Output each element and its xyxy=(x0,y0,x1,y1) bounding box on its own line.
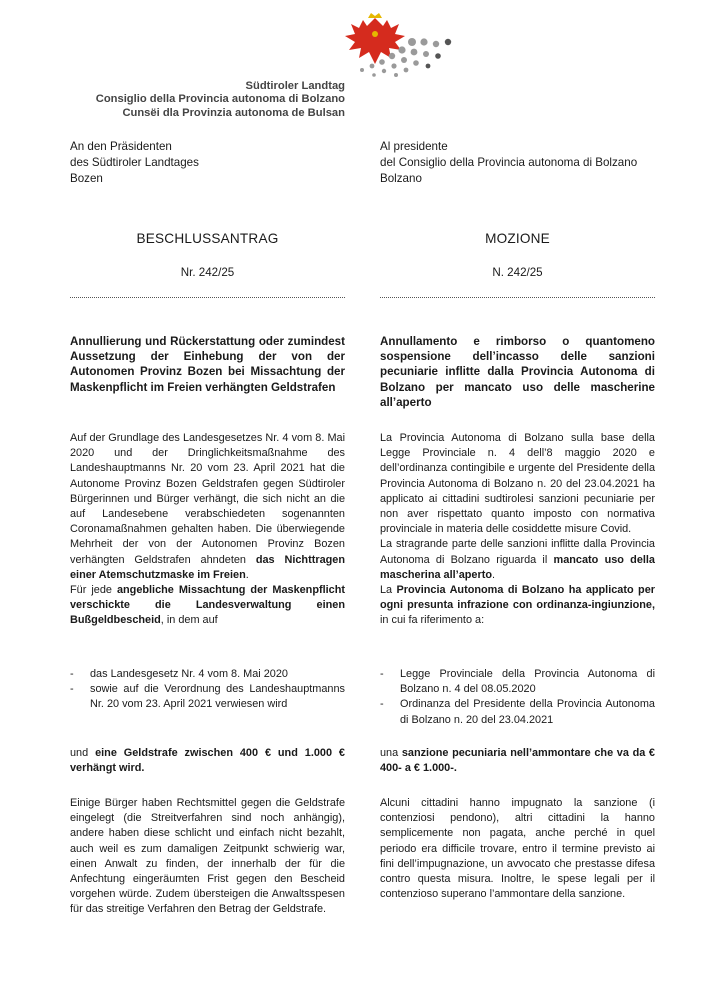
document-number-it: N. 242/25 xyxy=(492,266,543,279)
recipient-address-de xyxy=(70,139,199,186)
address-line: Bolzano xyxy=(380,171,422,185)
document-type-it: MOZIONE xyxy=(485,231,550,246)
list-item: - das Landesgesetz Nr. 4 vom 8. Mai 2020 xyxy=(70,668,288,680)
address-line: Bozen xyxy=(70,171,103,185)
fine-amount-paragraph-de: und eine Geldstrafe zwischen 400 € und 1.000 € verhängt wird. xyxy=(70,747,345,775)
dot-pattern-logo xyxy=(352,36,470,80)
closing-paragraph-it: Alcuni cittadini hanno impugnato la sanzione (i contenziosi pendono), altri cittadini la hanno semplicemente non pagata, anche perché in quel periodo era difficile trovare, entro il termine previsto ai fini dell’impugnazione, un avvocato che prestasse difesa contro questa misura. Inoltre, le spese legali per il contenzioso superano l’ammontare della sanzione. xyxy=(380,797,655,901)
address-line: An den Präsidenten xyxy=(70,140,172,153)
address-line: des Südtiroler Landtages xyxy=(70,155,199,169)
dotted-divider xyxy=(70,297,345,298)
document-type-de: BESCHLUSSANTRAG xyxy=(136,231,279,246)
motion-title-it: Annullamento e rimborso o quantomeno sospensione dell’incasso delle sanzioni pecuniarie inflitte dalla Provincia Autonoma di Bolzano per mancato uso delle mascherine all’aperto xyxy=(380,335,655,409)
intro-paragraph-it: La Provincia Autonoma di Bolzano sulla base della Legge Provinciale n. 4 dell’8 maggio 2020 e dell’ordinanza contingibile e urgente del Presidente della Provincia Autonoma di Bolzano n. 20 del 23.04.2021 ha applicato ai cittadini sudtirolesi sanzioni pecuniarie per non aver rispettato quanto imposto con normativa provinciale in materia delle cosiddette misure Covid. La stragrande parte delle sanzioni inflitte dalla Provincia Autonoma di Bolzano riguarda il mancato uso della mascherina all’aperto. La Provincia Autonoma di Bolzano ha applicato per ogni presunta infrazione con ordinanza-ingiunzione, in cui fa riferimento a: xyxy=(380,432,655,627)
closing-paragraph-de: Einige Bürger haben Rechtsmittel gegen die Geldstrafe eingelegt (die Streitverfahren sind noch anhängig), andere haben diese schlicht und einfach nicht bezahlt, auch weil es zum damaligen Zeitpunkt schwierig war, einen Anwalt zu finden, der innerhalb der für die Anfechtung eingeräumten Frist gegen den Bescheid vorgehen würde. Zudem übersteigen die Anwaltsspesen für das streitige Verfahren den Betrag der Geldstrafe. xyxy=(70,797,345,916)
list-item: - Ordinanza del Presidente della Provincia Autonoma di Bolzano n. 20 del 23.04.2021 xyxy=(380,698,655,726)
organization-name xyxy=(12,80,345,120)
org-line-2: Consiglio della Provincia autonoma di Bolzano xyxy=(95,93,345,106)
reference-list-it xyxy=(380,667,655,728)
intro-paragraph-de: Auf der Grundlage des Landesgesetzes Nr. 4 vom 8. Mai 2020 und der Dringlichkeitsmaßnahme des Landeshauptmanns Nr. 20 vom 23. April 2021 hat die Autonome Provinz Bozen Geldstrafen gegen Südtiroler Bürgerinnen und Bürger verhängt, die sich nicht an die auf Landesebene verabschiedeten sogenannten Coronamaßnahmen gehalten haben. Die überwiegende Mehrheit der von der Autonomen Provinz Bozen verhängten Geldstrafen ahndeten das Nichttragen einer Atemschutzmaske im Freien. Für jede angebliche Missachtung der Maskenpflicht verschickte die Landesverwaltung einen Bußgeldbescheid, in dem auf xyxy=(70,432,345,627)
motion-title-de: Annullierung und Rückerstattung oder zumindest Aussetzung der Einhebung der von der Autonomen Provinz Bozen bei Missachtung der Maskenpflicht im Freien verhängten Geldstrafen xyxy=(70,335,345,394)
org-line-1: Südtiroler Landtag xyxy=(245,80,345,92)
dotted-divider xyxy=(380,297,655,298)
org-line-3: Cunsëi dla Provinzia autonoma de Bulsan xyxy=(122,106,345,119)
address-line: Al presidente xyxy=(380,140,448,153)
fine-amount-paragraph-it: una sanzione pecuniaria nell’ammontare che va da € 400- a € 1.000-. xyxy=(380,747,655,775)
address-line: del Consiglio della Provincia autonoma di Bolzano xyxy=(380,155,638,169)
reference-list-de xyxy=(70,667,345,713)
list-item: - Legge Provinciale della Provincia Autonoma di Bolzano n. 4 del 08.05.2020 xyxy=(380,668,655,696)
document-number-de: Nr. 242/25 xyxy=(180,266,235,279)
list-item: - sowie auf die Verordnung des Landeshauptmanns Nr. 20 vom 23. April 2021 verwiesen wird xyxy=(70,683,345,711)
recipient-address-it xyxy=(380,139,637,186)
